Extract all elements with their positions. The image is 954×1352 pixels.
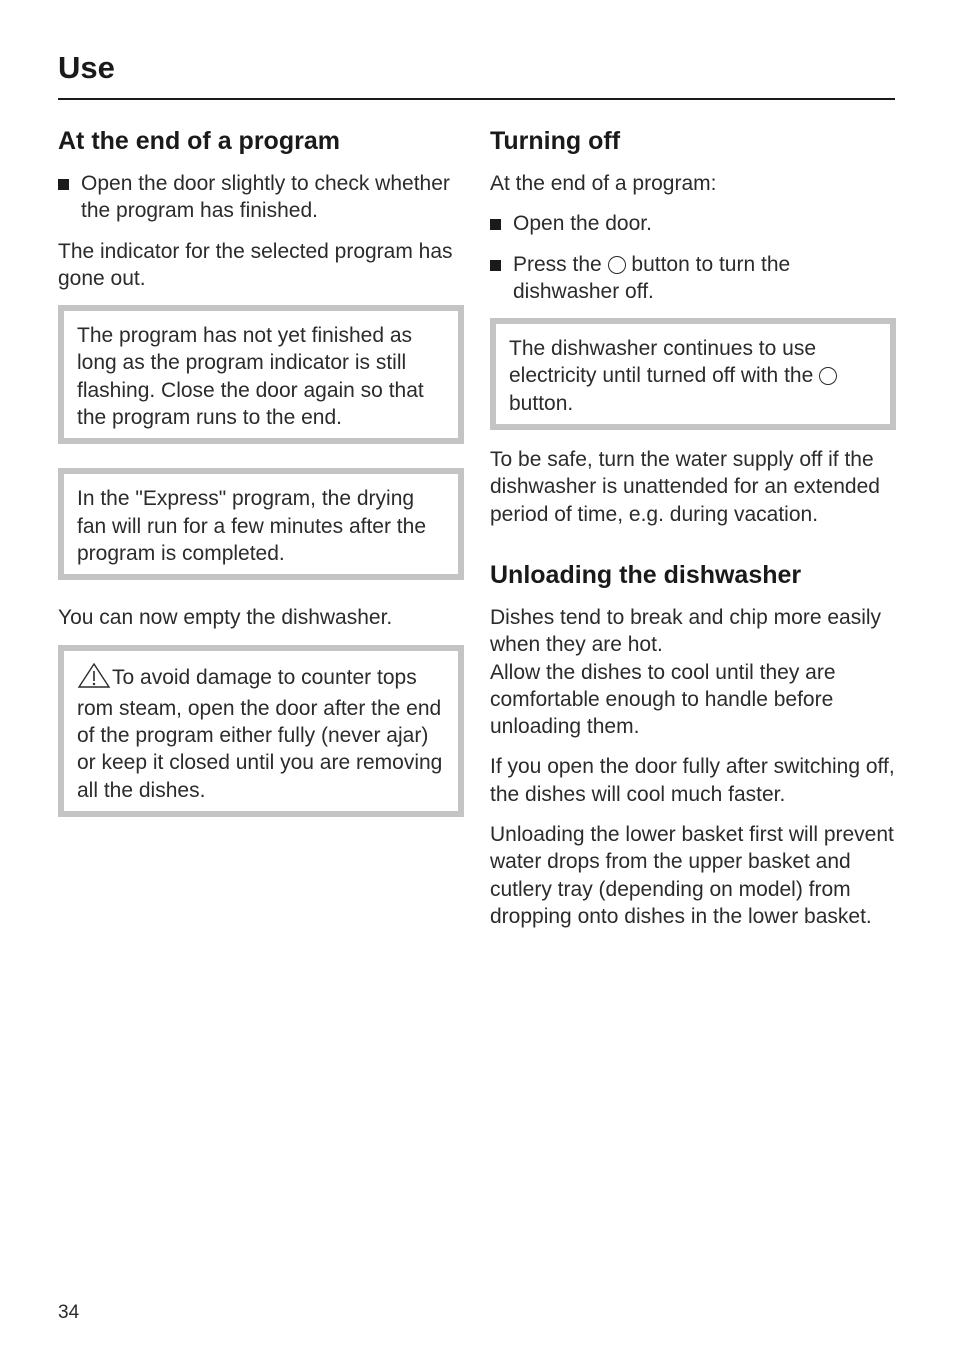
paragraph: The indicator for the selected program has gone out. <box>58 239 453 290</box>
note-text-pre: The dishwasher continues to use electricity until turned off with the <box>509 337 817 388</box>
power-circle-icon <box>608 256 626 274</box>
power-circle-icon <box>819 367 837 385</box>
section-heading-unloading: Unloading the dishwasher <box>490 560 802 589</box>
bullet-text: Open the door. <box>513 212 652 236</box>
paragraph <box>490 604 896 740</box>
paragraph: Unloading the lower basket first will prevent water drops from the upper basket and cutlery tray (depending on model) from dropping onto dishes in the lower basket. <box>490 823 894 928</box>
right-column <box>490 124 896 943</box>
note-text: In the "Express" program, the drying fan will run for a few minutes after the program is completed. <box>77 487 426 565</box>
note-text-post: button. <box>509 391 574 415</box>
bullet-square-icon <box>490 219 501 230</box>
bullet-item <box>58 170 464 225</box>
paragraph: You can now empty the dishwasher. <box>58 606 393 630</box>
note-box <box>58 305 464 444</box>
paragraph-line: Allow the dishes to cool until they are comfortable enough to handle before unloading them. <box>490 660 836 739</box>
warning-box <box>58 645 464 817</box>
page-number: 34 <box>58 1302 80 1323</box>
bullet-square-icon <box>490 260 501 271</box>
bullet-item <box>490 210 896 237</box>
note-text <box>509 335 877 417</box>
bullet-item <box>490 251 896 306</box>
section-heading-end-of-program: At the end of a program <box>58 127 340 155</box>
title-divider <box>58 98 895 100</box>
note-box <box>58 468 464 580</box>
paragraph: To be safe, turn the water supply off if the dishwasher is unattended for an extended period of time, e.g. during vacation. <box>490 448 880 526</box>
warning-text <box>77 662 445 804</box>
warning-text-content: To avoid damage to counter tops rom steam, open the door after the end of the program either fully (never ajar) or keep it closed until you are removing all the dishes. <box>77 665 443 802</box>
warning-triangle-icon <box>77 662 111 695</box>
paragraph: At the end of a program: <box>490 172 717 195</box>
note-box <box>490 318 896 430</box>
paragraph-line: Dishes tend to break and chip more easily when they are hot. <box>490 605 882 657</box>
left-column <box>58 124 464 841</box>
paragraph: If you open the door fully after switching off, the dishes will cool much faster. <box>490 755 895 806</box>
bullet-text-pre: Press the <box>513 252 602 276</box>
section-heading-turning-off: Turning off <box>490 127 621 155</box>
note-text: The program has not yet finished as long as the program indicator is still flashing. Close the door again so that the program runs to the end. <box>77 324 424 430</box>
bullet-square-icon <box>58 179 69 190</box>
bullet-text-post: button to turn the dishwasher off. <box>513 252 791 303</box>
page-title: Use <box>58 50 115 85</box>
bullet-text: Open the door slightly to check whether the program has finished. <box>81 172 450 223</box>
